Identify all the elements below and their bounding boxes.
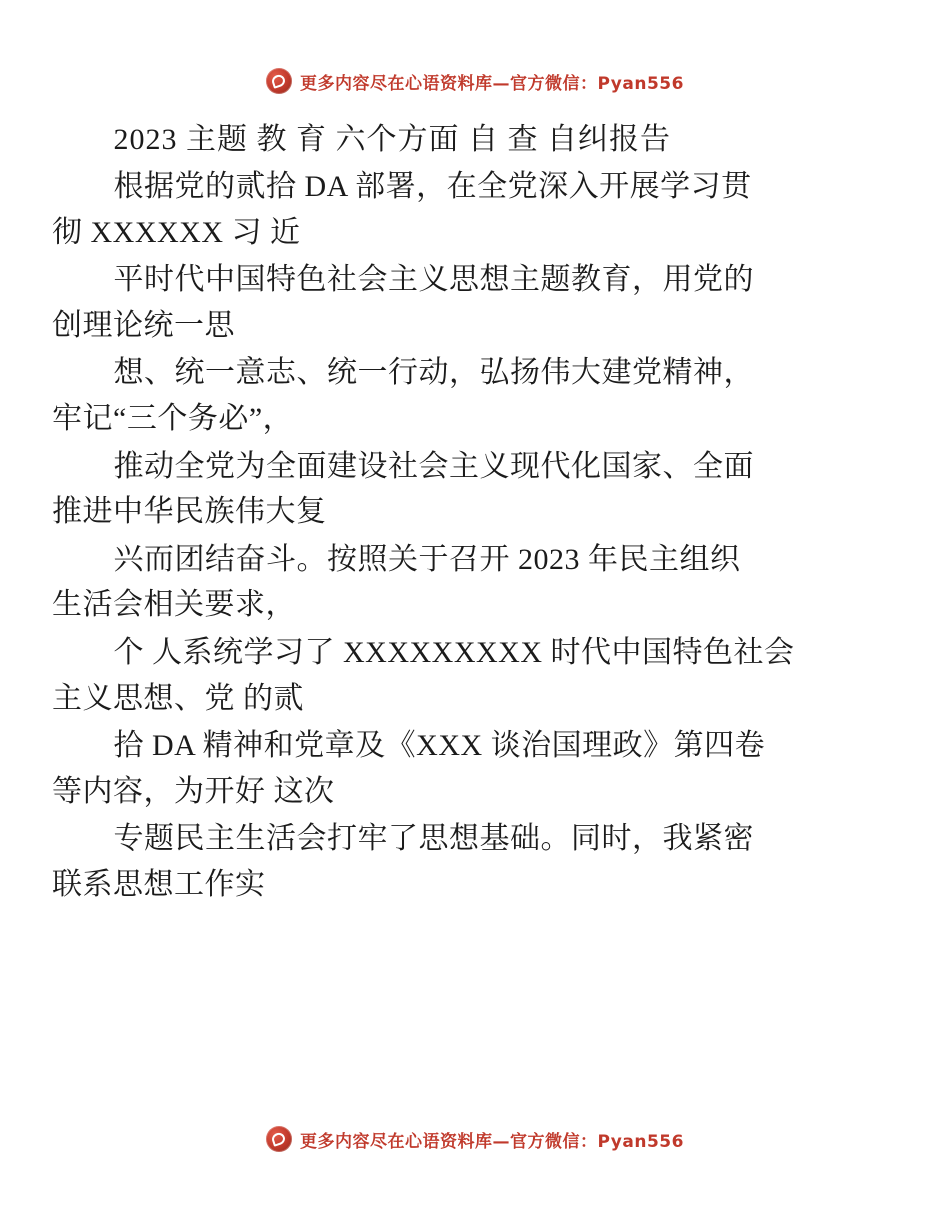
watermark-text-top bbox=[300, 69, 684, 94]
paragraph-3-line-1: 想、统一意志、统一行动，弘扬伟大建党精神， bbox=[113, 356, 754, 390]
heart-speech-logo-icon-bottom bbox=[266, 1126, 292, 1152]
paragraph-4-line-2: 推进中华民族伟大复 bbox=[52, 495, 327, 529]
paragraph-5 bbox=[52, 537, 898, 628]
paragraph-5-line-2: 生活会相关要求， bbox=[52, 588, 296, 622]
paragraph-4 bbox=[52, 444, 898, 535]
paragraph-2-line-1: 平时代中国特色社会主义思想主题教育，用党的 bbox=[113, 263, 754, 297]
watermark-account-bottom: Pyan556 bbox=[597, 1131, 684, 1152]
paragraph-8-line-2: 联系思想工作实 bbox=[52, 867, 266, 901]
heart-speech-logo-icon bbox=[266, 68, 292, 94]
watermark-banner-top bbox=[0, 68, 950, 94]
watermark-text-main-top: 更多内容尽在心语资料库—官方微信： bbox=[300, 73, 598, 94]
paragraph-8 bbox=[52, 816, 898, 907]
paragraph-7-line-2: 等内容，为开好 这次 bbox=[52, 774, 335, 808]
paragraph-4-line-1: 推动全党为全面建设社会主义现代化国家、全面 bbox=[113, 449, 754, 483]
paragraph-6-line-1: 个 人系统学习了 XXXXXXXXX 时代中国特色社会 bbox=[113, 635, 795, 669]
watermark-banner-bottom bbox=[0, 1126, 950, 1152]
paragraph-1-line-2: 彻 XXXXXX 习 近 bbox=[52, 215, 301, 249]
paragraph-6 bbox=[52, 630, 898, 721]
watermark-text-main-bottom: 更多内容尽在心语资料库—官方微信： bbox=[300, 1131, 598, 1152]
paragraph-5-line-1: 兴而团结奋斗。按照关于召开 2023 年民主组织 bbox=[113, 542, 741, 576]
document-body bbox=[0, 116, 950, 910]
paragraph-3-line-2: 牢记“三个务必”， bbox=[52, 401, 294, 435]
paragraph-7-line-1: 拾 DA 精神和党章及《XXX 谈治国理政》第四卷 bbox=[113, 729, 766, 763]
document-title: 2023 主题 教 育 六个方面 自 查 自纠报告 bbox=[113, 123, 671, 156]
paragraph-2 bbox=[52, 257, 898, 348]
paragraph-2-line-2: 创理论统一思 bbox=[52, 308, 235, 342]
paragraph-6-line-2: 主义思想、党 的贰 bbox=[52, 681, 304, 715]
paragraph-3 bbox=[52, 350, 898, 441]
paragraph-8-line-1: 专题民主生活会打牢了思想基础。同时，我紧密 bbox=[113, 822, 754, 856]
paragraph-1-line-1: 根据党的贰拾 DA 部署，在全党深入开展学习贯 bbox=[113, 170, 752, 203]
paragraph-1 bbox=[52, 164, 898, 255]
watermark-text-bottom bbox=[300, 1127, 684, 1152]
paragraph-7 bbox=[52, 723, 898, 814]
watermark-account-top: Pyan556 bbox=[597, 73, 684, 94]
